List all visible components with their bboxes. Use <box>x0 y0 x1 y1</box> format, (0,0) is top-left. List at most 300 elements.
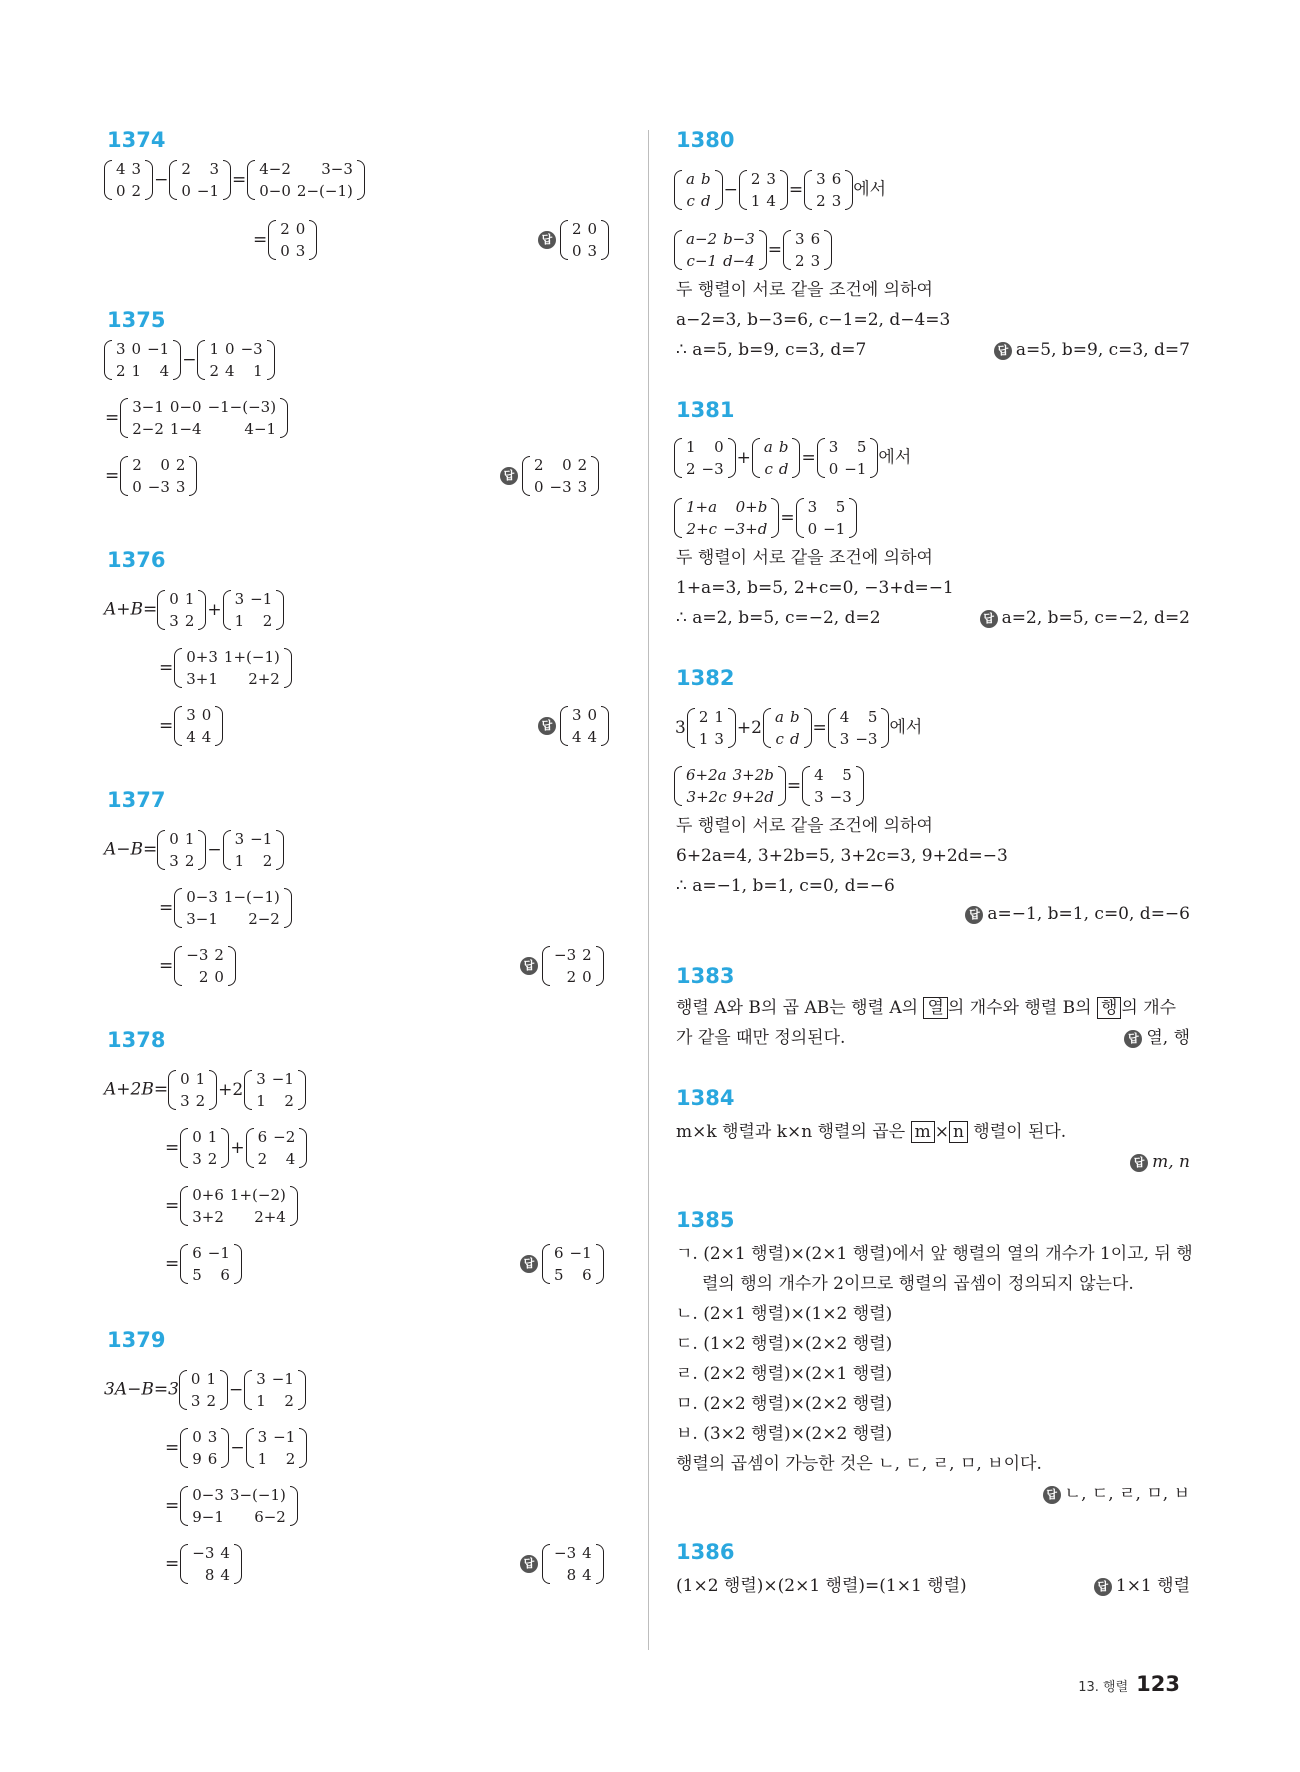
matrix-cell: 4 <box>220 1566 230 1584</box>
text-1383-1 <box>676 994 1176 1022</box>
problem-number-1379: 1379 <box>107 1328 166 1352</box>
matrix-cell: 4 <box>582 1544 592 1562</box>
matrix-cell: 4 <box>159 362 170 380</box>
matrix <box>244 1068 306 1112</box>
matrix-cell: 4 <box>582 1566 592 1584</box>
matrix-cell: 0−0 <box>259 182 291 200</box>
answer-1384 <box>1130 1148 1190 1176</box>
matrix-cell: 2+2 <box>248 670 280 688</box>
matrix-cell: 3 <box>256 1370 266 1388</box>
matrix-cell: 4−1 <box>244 420 277 438</box>
line-1374-b: = 2 0 0 3 <box>252 218 317 262</box>
matrix-cell: 0 <box>192 1428 202 1446</box>
matrix-cell: 0+6 <box>192 1186 224 1204</box>
matrix-cell: 6 <box>192 1244 202 1262</box>
answer-badge: 답 <box>1124 1030 1142 1048</box>
text: 행렬 A와 B의 곱 AB는 행렬 A의 <box>676 998 924 1018</box>
line-1382-b: 6+2a 3+2b 3+2c 9+2d = 4 5 3 −3 <box>674 764 864 808</box>
answer-text: a=2, b=5, c=−2, d=2 <box>1001 608 1190 628</box>
matrix-cell: 2 <box>262 852 273 870</box>
matrix-cell: 1+(−1) <box>223 648 280 666</box>
line-1379-d: = −3 4 8 4 <box>164 1542 242 1586</box>
matrix-cell: 0 <box>828 460 839 478</box>
matrix <box>246 1426 308 1470</box>
answer-1377 <box>520 944 604 988</box>
matrix-cell: 0−3 <box>186 888 218 906</box>
matrix-cell: b <box>778 438 789 456</box>
matrix <box>560 218 609 262</box>
matrix-cell: 6 <box>831 170 842 188</box>
lhs: A+B= <box>104 599 158 620</box>
matrix-cell: 2 <box>198 968 209 986</box>
answer-text: m, n <box>1152 1152 1190 1172</box>
matrix-cell: 1 <box>234 612 245 630</box>
matrix-cell: 1 <box>256 1092 266 1110</box>
matrix-cell: 1+a <box>686 498 718 516</box>
matrix-cell: d <box>778 460 789 478</box>
matrix <box>120 396 288 440</box>
matrix-cell: 1 <box>207 1128 218 1146</box>
lhs: A−B= <box>104 839 158 860</box>
matrix-cell: 9 <box>192 1450 202 1468</box>
matrix-cell: 2 <box>132 456 142 474</box>
column-divider <box>648 130 649 1650</box>
matrix-cell: 1−4 <box>169 420 202 438</box>
matrix-cell: 6 <box>810 230 821 248</box>
line-1378-b: = 0 1 3 2 + 6 −2 2 4 <box>164 1126 307 1170</box>
answer-1376 <box>538 704 609 748</box>
text-1386: (1×2 행렬)×(2×1 행렬)=(1×1 행렬) <box>676 1576 967 1596</box>
answer-1385 <box>1043 1480 1190 1508</box>
matrix-cell: 3 <box>234 590 245 608</box>
text-1381-3: ∴ a=2, b=5, c=−2, d=2 <box>676 608 881 628</box>
answer-1380 <box>994 336 1190 364</box>
matrix-cell: 4 <box>285 1150 296 1168</box>
matrix-cell: 2 <box>209 362 220 380</box>
answer-text: ㄴ, ㄷ, ㄹ, ㅁ, ㅂ <box>1064 1484 1190 1504</box>
page-number: 123 <box>1136 1672 1180 1696</box>
matrix <box>246 1126 308 1170</box>
problem-number-1375: 1375 <box>107 308 166 332</box>
answer-badge: 답 <box>520 957 538 975</box>
matrix-cell: 4 <box>186 728 196 746</box>
matrix <box>180 1484 298 1528</box>
matrix-cell: 6 <box>554 1244 564 1262</box>
matrix-cell: 3 <box>190 1392 201 1410</box>
matrix-cell: −3 <box>554 1544 577 1562</box>
matrix-cell: 0 <box>116 182 126 200</box>
matrix-cell: 1 <box>209 340 220 358</box>
matrix-cell: 3 <box>175 478 186 496</box>
matrix-cell: −3 <box>855 730 878 748</box>
matrix-cell: 0 <box>132 478 142 496</box>
matrix-cell: 3 <box>828 438 839 456</box>
matrix-cell: 0−3 <box>192 1486 224 1504</box>
matrix-cell: 3 <box>795 230 805 248</box>
matrix-cell: 1 <box>253 362 263 380</box>
matrix <box>180 1242 242 1286</box>
matrix-cell: 5 <box>554 1266 564 1284</box>
matrix-cell: 3 <box>814 788 824 806</box>
matrix-cell: 2 <box>262 612 273 630</box>
answer-badge: 답 <box>965 906 983 924</box>
matrix <box>223 828 285 872</box>
text-1381-2: 1+a=3, b=5, 2+c=0, −3+d=−1 <box>676 578 954 598</box>
matrix-cell: 3−3 <box>321 160 353 178</box>
matrix-cell: 3 <box>234 830 245 848</box>
matrix-cell: 2 <box>116 362 126 380</box>
matrix <box>157 588 206 632</box>
text-1385-2: ㄴ. (2×1 행렬)×(1×2 행렬) <box>676 1304 893 1324</box>
text-1385-1: ㄱ. (2×1 행렬)×(2×1 행렬)에서 앞 행렬의 열의 개수가 1이고, 뒤 행 <box>676 1244 1193 1264</box>
matrix-cell: 5 <box>867 708 878 726</box>
answer-badge: 답 <box>1094 1578 1112 1596</box>
problem-number-1385: 1385 <box>676 1208 735 1232</box>
matrix-cell: d <box>789 730 800 748</box>
matrix-cell: −1 <box>147 340 170 358</box>
matrix-cell: c <box>686 192 695 210</box>
problem-number-1376: 1376 <box>107 548 166 572</box>
matrix-cell: 3 <box>807 498 818 516</box>
matrix-cell: b <box>700 170 711 188</box>
matrix-cell: 3 <box>577 478 588 496</box>
matrix <box>522 454 599 498</box>
matrix-cell: 2 <box>184 612 195 630</box>
matrix <box>796 496 858 540</box>
lhs: 3A−B=3 <box>104 1379 179 1400</box>
matrix-cell: 3−1 <box>186 910 218 928</box>
matrix-cell: 1 <box>184 830 195 848</box>
matrix-cell: 2 <box>207 1150 218 1168</box>
matrix-cell: −1 <box>844 460 867 478</box>
answer-1374 <box>538 218 609 262</box>
answer-1375 <box>500 454 599 498</box>
matrix-cell: −1−(−3) <box>207 398 277 416</box>
matrix-cell: d <box>700 192 711 210</box>
matrix-cell: 3 <box>207 1428 218 1446</box>
matrix-cell: −3 <box>701 460 724 478</box>
text: 행렬이 된다. <box>967 1122 1067 1142</box>
matrix-cell: 2 <box>534 456 544 474</box>
matrix-cell: 3 <box>192 1150 202 1168</box>
matrix-cell: 4 <box>225 362 235 380</box>
matrix-cell: 2 <box>214 946 224 964</box>
answer-badge: 답 <box>538 231 556 249</box>
matrix <box>179 1368 228 1412</box>
matrix <box>739 168 788 212</box>
matrix-cell: a−2 <box>686 230 718 248</box>
matrix-cell: 3 <box>714 730 724 748</box>
problem-number-1378: 1378 <box>107 1028 166 1052</box>
answer-badge: 답 <box>1043 1486 1061 1504</box>
matrix-cell: 4−2 <box>259 160 291 178</box>
answer-badge: 답 <box>520 1555 538 1573</box>
matrix <box>804 168 853 212</box>
line-1382-a: 3 2 1 1 3 +2 a b c d = 4 5 3 −3 에서 <box>675 708 923 748</box>
matrix-cell: 3 <box>257 1428 268 1446</box>
matrix-cell: 5 <box>856 438 867 456</box>
matrix-cell: 6 <box>257 1128 268 1146</box>
matrix-cell: 0 <box>572 242 582 260</box>
text-1385-5: ㅁ. (2×2 행렬)×(2×2 행렬) <box>676 1394 893 1414</box>
matrix <box>247 158 365 202</box>
problem-number-1374: 1374 <box>107 128 166 152</box>
matrix-cell: 9+2d <box>732 788 774 806</box>
answer-1378 <box>520 1242 604 1286</box>
matrix-cell: 1 <box>195 1070 206 1088</box>
matrix-cell: 0 <box>169 590 179 608</box>
matrix <box>223 588 285 632</box>
matrix <box>763 706 812 750</box>
text-1385-4: ㄹ. (2×2 행렬)×(2×1 행렬) <box>676 1364 893 1384</box>
matrix-cell: 0 <box>295 220 306 238</box>
matrix <box>674 496 779 540</box>
matrix-cell: b <box>789 708 800 726</box>
matrix-cell: 2 <box>206 1392 216 1410</box>
matrix-cell: 3 <box>180 1092 190 1110</box>
matrix <box>174 886 292 930</box>
matrix-cell: 6−2 <box>254 1508 286 1526</box>
matrix-cell: 8 <box>566 1566 577 1584</box>
matrix-cell: 1 <box>686 438 696 456</box>
matrix-cell: 0 <box>131 340 142 358</box>
matrix <box>168 1068 217 1112</box>
matrix <box>174 704 223 748</box>
matrix-cell: 3+2c <box>686 788 727 806</box>
matrix-cell: 0 <box>714 438 724 456</box>
boxed-term: 열 <box>923 997 947 1019</box>
matrix-cell: 1 <box>256 1392 266 1410</box>
matrix-cell: 3 <box>295 242 306 260</box>
matrix <box>752 436 801 480</box>
matrix-cell: 2 <box>750 170 761 188</box>
matrix-cell: 0 <box>181 182 191 200</box>
matrix-cell: 0 <box>169 830 179 848</box>
matrix <box>268 218 317 262</box>
matrix-cell: −3 <box>147 478 170 496</box>
matrix-cell: c <box>775 730 784 748</box>
text-1385-6: ㅂ. (3×2 행렬)×(2×2 행렬) <box>676 1424 893 1444</box>
matrix-cell: 2 <box>285 1450 296 1468</box>
matrix-cell: 9−1 <box>192 1508 224 1526</box>
answer-text: 1×1 행렬 <box>1115 1576 1190 1596</box>
matrix-cell: 2 <box>795 252 805 270</box>
text-1380-1: 두 행렬이 서로 같을 조건에 의하여 <box>676 280 933 300</box>
line-1375-a: 3 0 −1 2 1 4 − 1 0 −3 2 4 1 <box>104 338 275 382</box>
matrix-cell: 3 <box>256 1070 266 1088</box>
matrix-cell: 0 <box>201 706 212 724</box>
suffix: 에서 <box>853 179 887 200</box>
matrix-cell: a <box>686 170 695 188</box>
matrix-cell: 0 <box>534 478 544 496</box>
matrix-cell: 6+2a <box>686 766 727 784</box>
answer-badge: 답 <box>500 467 518 485</box>
matrix-cell: 2 <box>184 852 195 870</box>
answer-1382 <box>965 900 1190 928</box>
matrix <box>687 706 736 750</box>
problem-number-1386: 1386 <box>676 1540 735 1564</box>
matrix-cell: 3 <box>116 340 126 358</box>
matrix-cell: −1 <box>569 1244 592 1262</box>
matrix-cell: 3+2b <box>732 766 774 784</box>
matrix <box>802 764 864 808</box>
matrix <box>542 1542 604 1586</box>
text: m×k 행렬과 k×n 행렬의 곱은 <box>676 1122 911 1142</box>
matrix <box>542 1242 604 1286</box>
chapter-label: 13. 행렬 <box>1078 1680 1129 1695</box>
matrix-cell: −1 <box>273 1428 296 1446</box>
suffix: 에서 <box>889 717 923 738</box>
matrix-cell: 3−(−1) <box>229 1486 286 1504</box>
page-footer <box>1078 1672 1180 1696</box>
matrix-cell: c <box>764 460 773 478</box>
matrix-cell: 6 <box>207 1450 218 1468</box>
matrix-cell: −3 <box>549 478 572 496</box>
matrix-cell: −1 <box>207 1244 230 1262</box>
text-1383-2: 가 같을 때만 정의된다. <box>676 1028 846 1048</box>
matrix <box>674 228 767 272</box>
text-1380-2: a−2=3, b−3=6, c−1=2, d−4=3 <box>676 310 951 330</box>
matrix <box>174 646 292 690</box>
matrix-cell: 4 <box>116 160 126 178</box>
text-1385-7: 행렬의 곱셈이 가능한 것은 ㄴ, ㄷ, ㄹ, ㅁ, ㅂ이다. <box>676 1454 1042 1474</box>
matrix <box>180 1542 242 1586</box>
matrix-cell: 3 <box>131 160 142 178</box>
answer-1383 <box>1124 1024 1190 1052</box>
matrix-cell: 5 <box>842 766 852 784</box>
line-1379-c: = 0−3 3−(−1) 9−1 6−2 <box>164 1484 298 1528</box>
matrix-cell: 0+3 <box>186 648 218 666</box>
matrix-cell: 3 <box>169 852 179 870</box>
matrix-cell: 3 <box>766 170 776 188</box>
matrix-cell: −3 <box>554 946 577 964</box>
matrix <box>783 228 832 272</box>
matrix-cell: 4 <box>839 708 850 726</box>
matrix-cell: d−4 <box>723 252 755 270</box>
matrix-cell: a <box>763 438 773 456</box>
line-1378-a: A+2B= 0 1 3 2 +2 3 −1 1 2 <box>104 1068 306 1112</box>
text-1385-3: ㄷ. (1×2 행렬)×(2×2 행렬) <box>676 1334 893 1354</box>
matrix-cell: 0 <box>225 340 235 358</box>
line-1376-c: = 3 0 4 4 <box>158 704 223 748</box>
matrix-cell: 3 <box>572 706 582 724</box>
answer-text: a=−1, b=1, c=0, d=−6 <box>987 904 1190 924</box>
matrix-cell: 6 <box>582 1266 592 1284</box>
matrix-cell: 3+1 <box>186 670 218 688</box>
matrix <box>197 338 274 382</box>
line-1377-b: = 0−3 1−(−1) 3−1 2−2 <box>158 886 292 930</box>
matrix <box>169 158 231 202</box>
line-1377-c: = −3 2 2 0 <box>158 944 236 988</box>
matrix-cell: 2 <box>582 946 592 964</box>
matrix-cell: 3+2 <box>192 1208 224 1226</box>
matrix <box>674 764 786 808</box>
text-1385-1b: 렬의 행의 개수가 2이므로 행렬의 곱셈이 정의되지 않는다. <box>702 1274 1134 1294</box>
line-1380-b: a−2 b−3 c−1 d−4 = 3 6 2 3 <box>674 228 832 272</box>
line-1374-a: 4 3 0 2 − 2 3 0 −1 = 4−2 3−3 0−0 2−(−1) <box>104 158 365 202</box>
matrix-cell: a <box>774 708 784 726</box>
answer-1381 <box>980 604 1190 632</box>
line-1377-a: A−B= 0 1 3 2 − 3 −1 1 2 <box>104 828 284 872</box>
matrix-cell: 1 <box>234 852 245 870</box>
matrix-cell: 2 <box>577 456 588 474</box>
matrix-cell: 0 <box>807 520 818 538</box>
matrix-cell: 2−2 <box>248 910 280 928</box>
lhs: A+2B= <box>104 1079 169 1100</box>
problem-number-1380: 1380 <box>676 128 735 152</box>
matrix <box>560 704 609 748</box>
line-1379-b: = 0 3 9 6 − 3 −1 1 2 <box>164 1426 307 1470</box>
matrix-cell: 0 <box>582 968 592 986</box>
matrix-cell: −1 <box>271 1070 294 1088</box>
text: × <box>934 1122 949 1142</box>
matrix-cell: 2+4 <box>254 1208 286 1226</box>
matrix-cell: 3 <box>816 170 826 188</box>
matrix-cell: 0 <box>280 242 290 260</box>
matrix-cell: 3 <box>839 730 850 748</box>
matrix <box>157 828 206 872</box>
matrix-cell: 2 <box>181 160 191 178</box>
matrix-cell: 2 <box>816 192 826 210</box>
matrix <box>104 158 153 202</box>
problem-number-1383: 1383 <box>676 964 735 988</box>
matrix-cell: 0 <box>180 1070 190 1088</box>
line-1378-d: = 6 −1 5 6 <box>164 1242 242 1286</box>
matrix-cell: 0 <box>192 1128 202 1146</box>
line-1376-a: A+B= 0 1 3 2 + 3 −1 1 2 <box>104 588 284 632</box>
matrix-cell: −1 <box>250 830 273 848</box>
matrix <box>542 944 604 988</box>
matrix-cell: −3+d <box>723 520 768 538</box>
matrix-cell: −3 <box>186 946 209 964</box>
matrix-cell: 2 <box>195 1092 206 1110</box>
matrix-cell: −3 <box>240 340 263 358</box>
matrix-cell: 1 <box>184 590 195 608</box>
matrix-cell: 4 <box>201 728 212 746</box>
matrix-cell: 4 <box>220 1544 230 1562</box>
line-1375-c: = 2 0 2 0 −3 3 <box>104 454 197 498</box>
problem-number-1381: 1381 <box>676 398 735 422</box>
matrix <box>180 1426 229 1470</box>
text-1382-1: 두 행렬이 서로 같을 조건에 의하여 <box>676 816 933 836</box>
line-1379-a: 3A−B=3 0 1 3 2 − 3 −1 1 2 <box>104 1368 306 1412</box>
matrix-cell: 1 <box>750 192 761 210</box>
text-1380-3: ∴ a=5, b=9, c=3, d=7 <box>676 340 867 360</box>
answer-badge: 답 <box>994 342 1012 360</box>
answer-badge: 답 <box>520 1255 538 1273</box>
matrix <box>244 1368 306 1412</box>
answer-badge: 답 <box>980 610 998 628</box>
matrix-cell: −1 <box>823 520 846 538</box>
matrix-cell: 2 <box>284 1092 294 1110</box>
matrix-cell: 0 <box>587 220 598 238</box>
matrix <box>180 1126 229 1170</box>
line-1376-b: = 0+3 1+(−1) 3+1 2+2 <box>158 646 292 690</box>
matrix-cell: −3 <box>829 788 852 806</box>
matrix <box>828 706 890 750</box>
matrix-cell: −1 <box>250 590 273 608</box>
matrix-cell: 1 <box>206 1370 216 1388</box>
matrix-cell: 0 <box>160 456 170 474</box>
boxed-term: 행 <box>1097 997 1121 1019</box>
matrix-cell: 4 <box>572 728 582 746</box>
text-1382-2: 6+2a=4, 3+2b=5, 3+2c=3, 9+2d=−3 <box>676 846 1008 866</box>
matrix-cell: 2+c <box>686 520 718 538</box>
problem-number-1377: 1377 <box>107 788 166 812</box>
matrix-cell: 6 <box>220 1266 230 1284</box>
matrix-cell: 1 <box>131 362 142 380</box>
answer-badge: 답 <box>538 717 556 735</box>
